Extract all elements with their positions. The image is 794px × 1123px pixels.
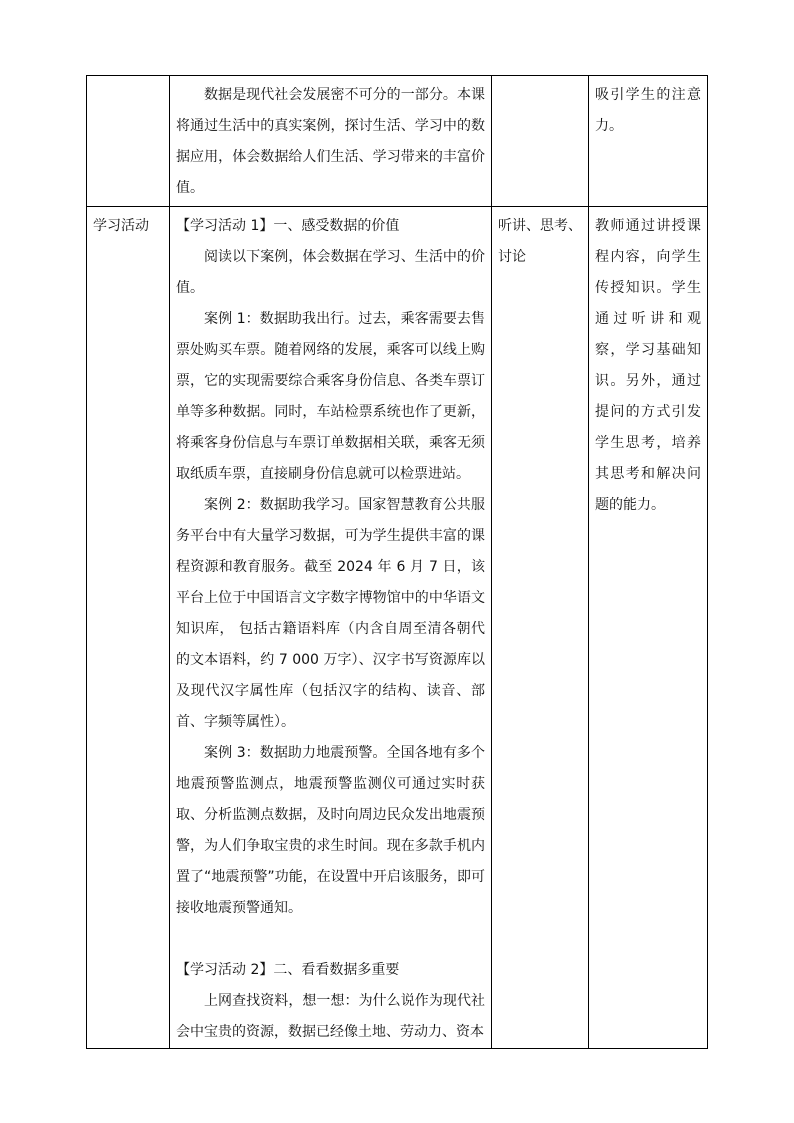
table-row [87,76,708,207]
phase-label: 学习活动 [93,218,149,234]
student-activity-text: 听讲、思考、讨论 [498,218,582,265]
design-intent-cell [589,207,708,1049]
activity1-heading: 【学习活动 1】一、感受数据的价值 [176,218,400,234]
intro-paragraph: 数据是现代社会发展密不可分的一部分。本课将通过生活中的真实案例，探讨生活、学习中的数据应用，体会数据给人们生活、学习带来的丰富价值。 [176,87,485,196]
activity2-heading: 【学习活动 2】二、看看数据多重要 [176,962,400,978]
design-intent-text: 吸引学生的注意力。 [595,87,701,134]
design-intent-text: 教师通过讲授课程内容，向学生传授知识。学生通过听讲和观察，学习基础知识。另外，通过提问的方式引发学生思考，培养其思考和解决问题的能力。 [595,218,701,513]
phase-cell [87,207,170,1049]
case1-paragraph: 案例 1：数据助我出行。过去，乘客需要去售票处购买车票。随着网络的发展，乘客可以线上购票，它的实现需要综合乘客身份信息、各类车票订单等多种数据。同时，车站检票系统也作了更新，将乘客身份信息与车票订单数据相关联，乘客无须取纸质车票，直接刷身份信息就可以检票进站。 [176,311,485,482]
case3-paragraph: 案例 3：数据助力地震预警。全国各地有多个地震预警监测点，地震预警监测仪可通过实时获取、分析监测点数据，及时向周边民众发出地震预警，为人们争取宝贵的求生时间。现在多款手机内置了“地震预警”功能，在设置中开启该服务，即可接收地震预警通知。 [176,745,485,916]
table-row [87,207,708,1049]
content-cell [170,76,492,207]
activity1-intro: 阅读以下案例，体会数据在学习、生活中的价值。 [176,249,485,296]
student-activity-cell [492,76,589,207]
case2-paragraph: 案例 2：数据助我学习。国家智慧教育公共服务平台中有大量学习数据，可为学生提供丰富的课程资源和教育服务。截至 2024 年 6 月 7 日，该平台上位于中国语言文字数字博物馆中的中华语文知识库， 包括古籍语料库（内含自周至清各朝代的文本语料，约 7 000 万字）、汉字书写资源库以及现代汉字属性库（包括汉字的结构、读音、部首、字频等属性）。 [176,497,485,730]
activity2-paragraph: 上网查找资料，想一想：为什么说作为现代社会中宝贵的资源，数据已经像土地、劳动力、资本 [176,993,485,1040]
paragraph-gap [176,924,485,955]
content-cell [170,207,492,1049]
phase-cell [87,76,170,207]
student-activity-cell [492,207,589,1049]
design-intent-cell [589,76,708,207]
lesson-plan-table [86,75,708,1049]
